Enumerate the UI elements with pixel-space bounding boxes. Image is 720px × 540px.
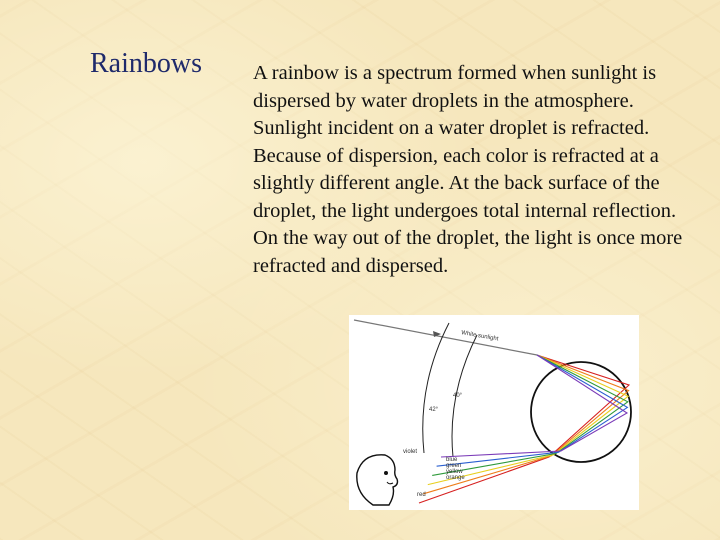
blue-label: blue <box>446 457 458 463</box>
slide-body-text: A rainbow is a spectrum formed when sunlight is dispersed by water droplets in the atmosphere. Sunlight incident on a water droplet is refracted. Because of dispersion, each color is refracted at a slightly different angle. At the back surface of the droplet, the light undergoes total internal reflection. On the way out of the droplet, the light is once more refracted and dispersed. <box>253 62 683 277</box>
dispersed-ray <box>437 355 628 466</box>
green-label: green <box>446 463 462 469</box>
dispersed-ray <box>441 355 627 457</box>
yellow-label: yellow <box>446 469 463 475</box>
angle-arc-outer <box>423 323 449 453</box>
red-label: red <box>417 492 426 498</box>
sunlight-label: White sunlight <box>460 330 499 343</box>
water-droplet <box>531 362 631 462</box>
orange-label: orange <box>446 475 465 481</box>
violet-label: violet <box>403 449 418 455</box>
angle-40-label: 40° <box>453 393 463 399</box>
slide-title: Rainbows <box>90 48 202 79</box>
angle-42-label: 42° <box>429 407 439 413</box>
rainbow-diagram <box>349 315 639 510</box>
sunlight-ray <box>354 320 537 355</box>
observer-head-icon <box>357 455 398 505</box>
